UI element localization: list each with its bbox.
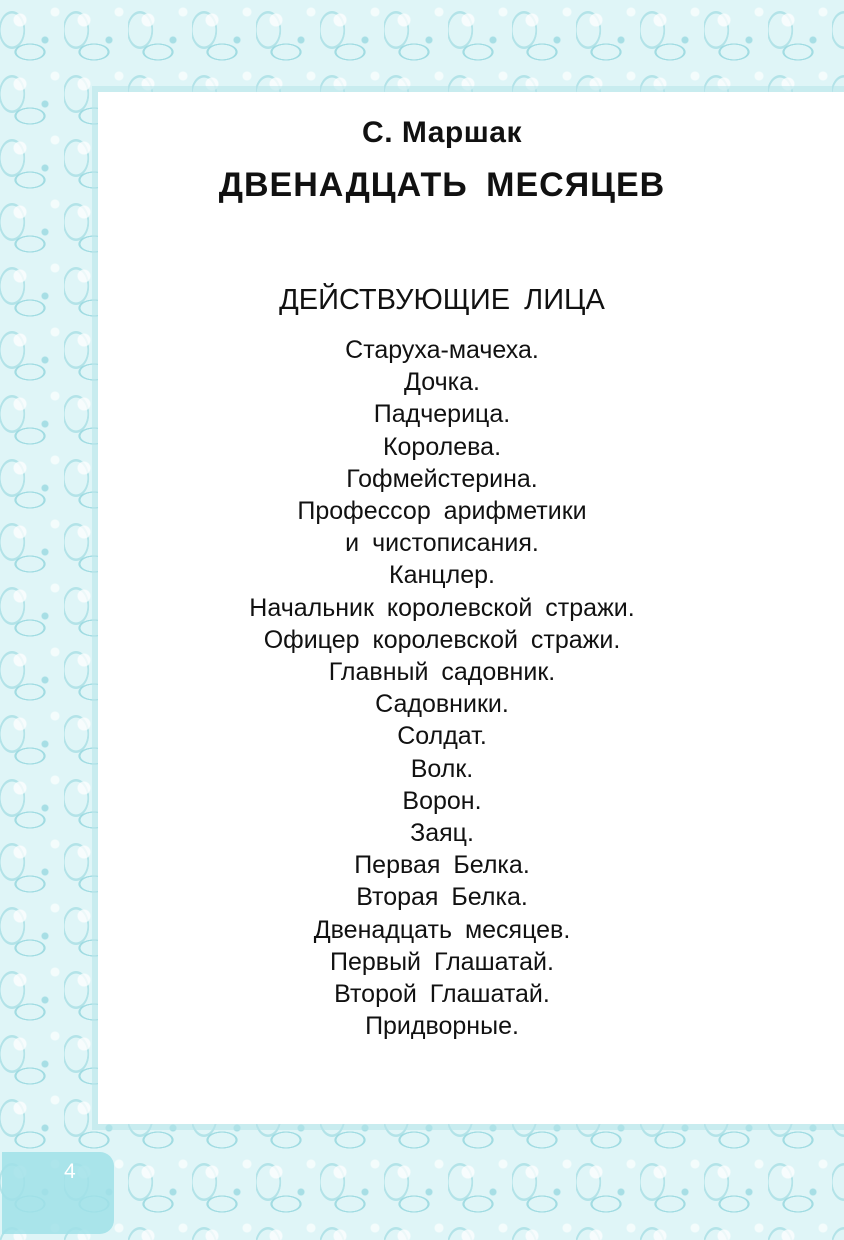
cast-item: Солдат. bbox=[397, 722, 487, 751]
cast-item: Падчерица. bbox=[373, 400, 511, 429]
cast-item: Придворные. bbox=[365, 1012, 519, 1041]
cast-item: Второй Глашатай. bbox=[334, 980, 550, 1009]
cast-item: Канцлер. bbox=[389, 561, 495, 590]
cast-item: Главный садовник. bbox=[328, 658, 556, 687]
cast-list bbox=[0, 334, 844, 1042]
cast-item: Королева. bbox=[382, 432, 502, 461]
cast-item: Садовники. bbox=[375, 690, 509, 719]
cast-item: Первая Белка. bbox=[354, 851, 530, 880]
cast-item: Заяц. bbox=[410, 819, 474, 848]
cast-item: Дочка. bbox=[404, 368, 480, 397]
cast-item: Волк. bbox=[410, 754, 474, 783]
cast-item: Вторая Белка. bbox=[356, 883, 528, 912]
cast-item: Гофмейстерина. bbox=[346, 464, 538, 493]
cast-item: Начальник королевской стражи. bbox=[249, 593, 635, 622]
page-number-tab bbox=[2, 1152, 114, 1234]
cast-item: Первый Глашатай. bbox=[330, 947, 554, 976]
cast-item: Двенадцать месяцев. bbox=[313, 915, 571, 944]
cast-item: Ворон. bbox=[402, 786, 482, 815]
author-name: С. Маршак bbox=[362, 116, 522, 149]
cast-item: Профессор арифметики bbox=[297, 497, 587, 526]
cast-item: Старуха-мачеха. bbox=[345, 336, 539, 364]
play-title: ДВЕНАДЦАТЬ МЕСЯЦЕВ bbox=[218, 166, 666, 204]
cast-heading: ДЕЙСТВУЮЩИЕ ЛИЦА bbox=[279, 284, 605, 316]
page-number: 4 bbox=[64, 1160, 76, 1183]
cast-item: Офицер королевской стражи. bbox=[263, 625, 621, 654]
cast-item: и чистописания. bbox=[345, 529, 539, 558]
